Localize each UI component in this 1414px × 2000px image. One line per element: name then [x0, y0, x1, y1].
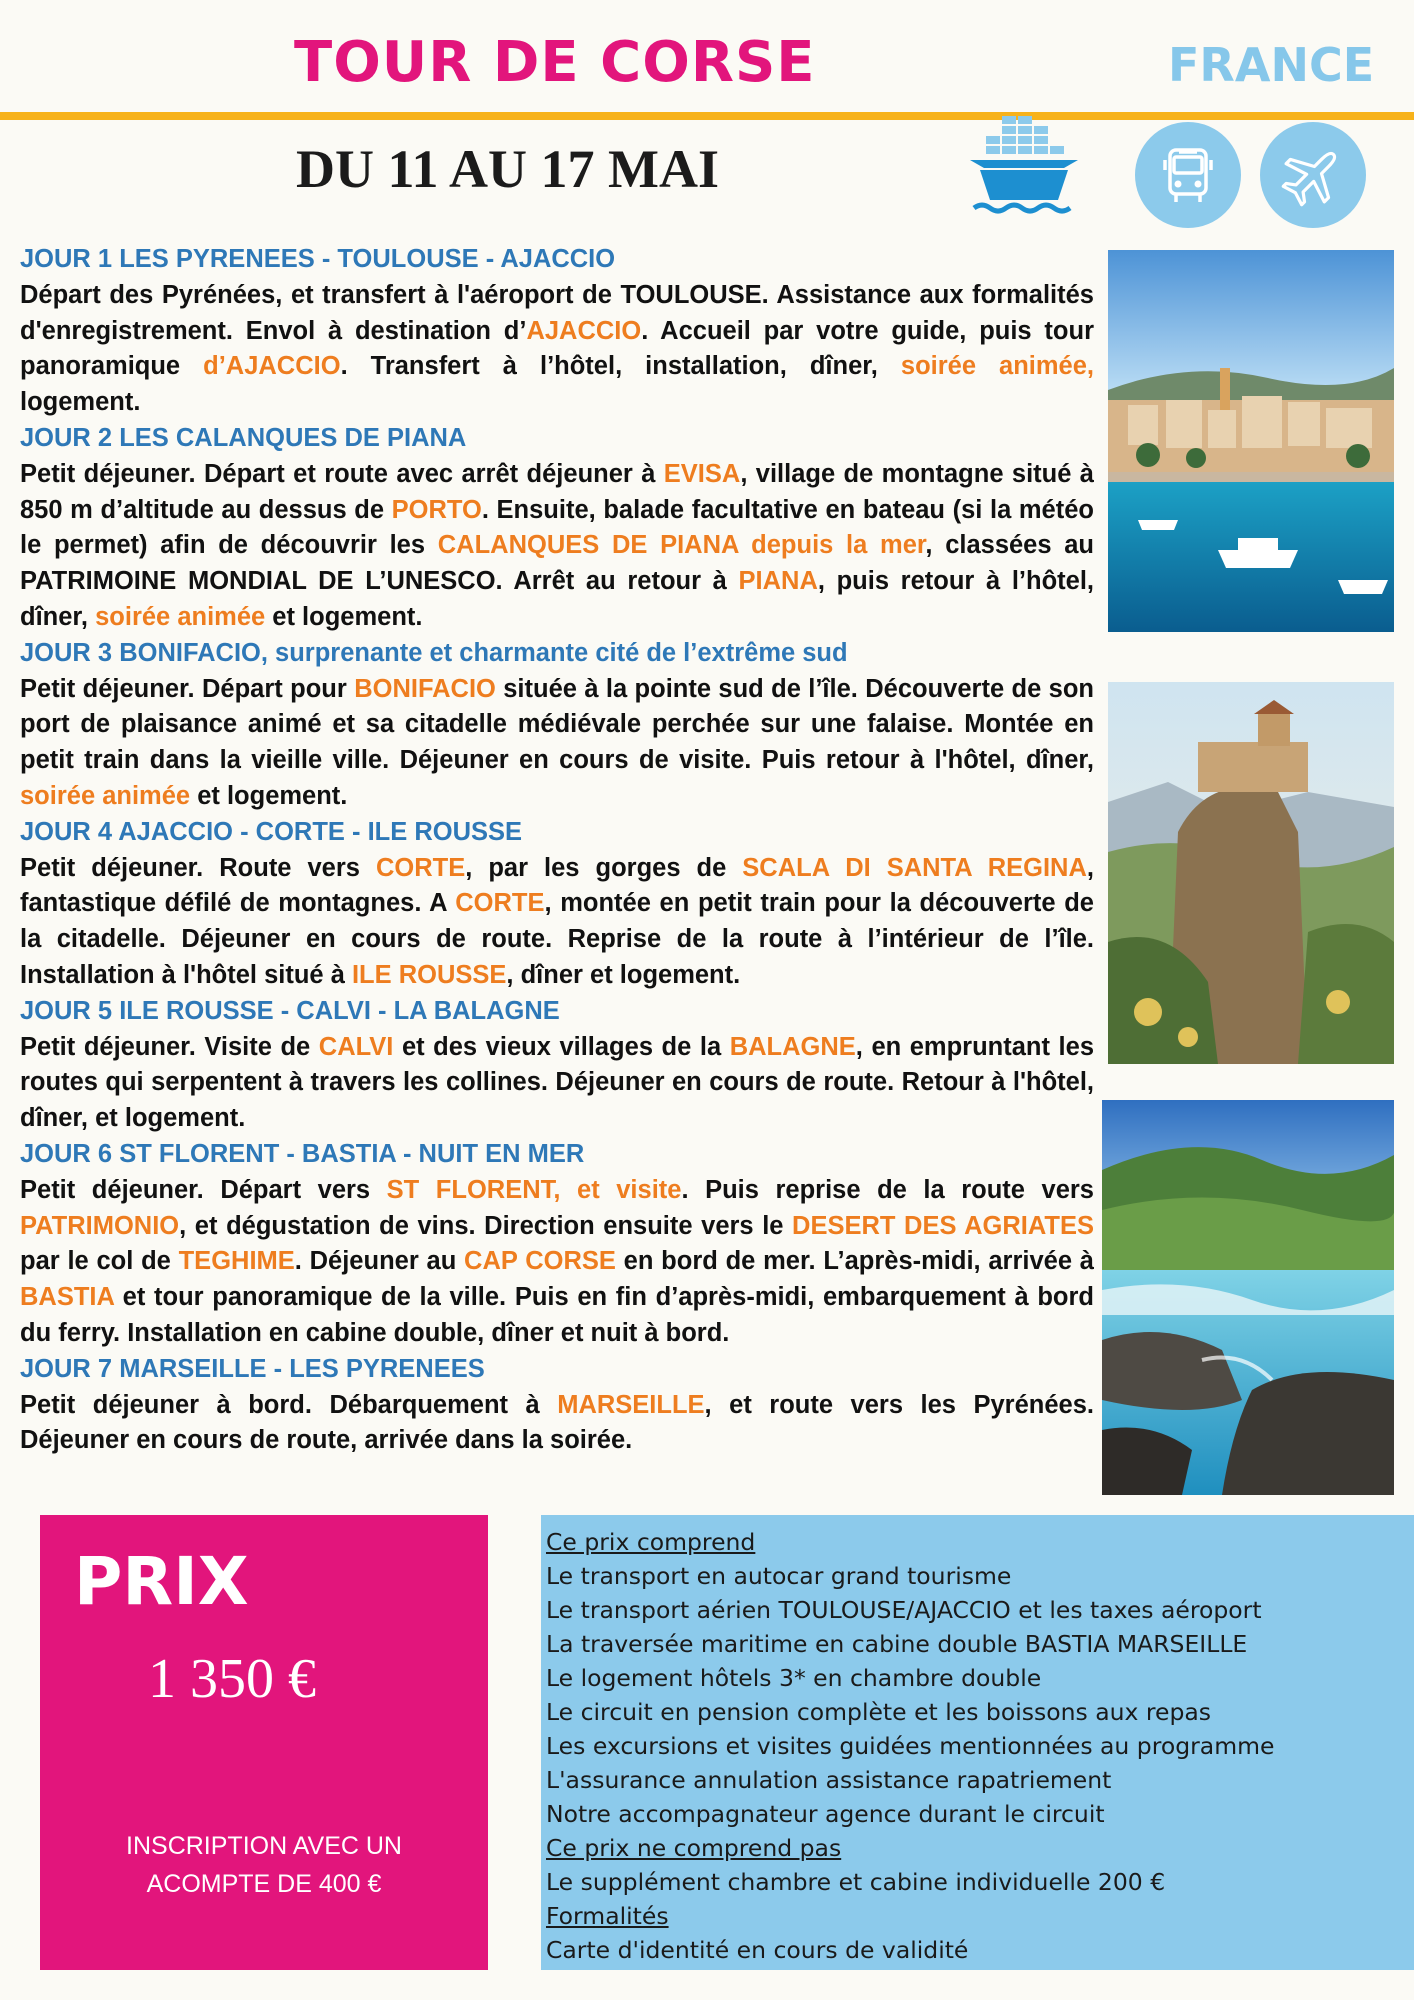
description-text: , puis retour à l’hôtel, dîner,: [20, 567, 1094, 631]
info-heading: Formalités: [546, 1902, 669, 1930]
deposit-line-2: ACOMPTE DE 400 €: [146, 1870, 382, 1898]
description-text: Petit déjeuner. Départ pour: [20, 674, 355, 703]
day-description: [20, 672, 1094, 815]
info-item: Le transport en autocar grand tourisme: [546, 1562, 1012, 1590]
highlight-place: d’AJACCIO: [203, 352, 341, 381]
description-text: et logement.: [190, 781, 348, 810]
itinerary: [20, 242, 1094, 1459]
highlight-place: CALVI: [318, 1032, 394, 1061]
description-text: Petit déjeuner à bord. Débarquement à: [20, 1390, 558, 1419]
day-heading: [20, 1137, 1094, 1173]
description-text: et logement.: [265, 602, 423, 631]
highlight-place: soirée animée,: [900, 352, 1094, 381]
highlight-place: CORTE: [455, 889, 545, 918]
day-heading: [20, 1352, 1094, 1388]
highlight-place: CAP CORSE: [464, 1247, 616, 1276]
description-text: et tour panoramique de la ville. Puis en fin d’après-midi, embarquement à bord du ferry. Installation en cabine double, dîner et nuit à bord.: [20, 1283, 1094, 1347]
description-text: en bord de mer. L’après-midi, arrivée à: [615, 1247, 1094, 1276]
deposit-line-1: INSCRIPTION AVEC UN: [126, 1832, 402, 1860]
trip-dates: DU 11 AU 17 MAI: [296, 139, 720, 199]
description-text: , et route vers les Pyrénées. Déjeuner en cours de route, arrivée dans la soirée.: [20, 1390, 1094, 1455]
highlight-place: CORTE: [375, 853, 466, 882]
day-description: [20, 1388, 1094, 1460]
corte-citadel-photo: [1108, 682, 1394, 1064]
description-text: . Ensuite, balade facultative en bateau (si la météo le permet) afin de découvrir les: [20, 495, 1094, 560]
description-text: , montée en petit train pour la découverte de la citadelle. Déjeuner en cours de route. Reprise de la route à l’intérieur de l’île. Installation à l'hôtel situé à: [20, 889, 1094, 989]
info-item: Le transport aérien TOULOUSE/AJACCIO et les taxes aéroport: [546, 1596, 1262, 1624]
highlight-place: soirée animée: [95, 602, 266, 631]
highlight-place: ST FLORENT, et visite: [386, 1175, 682, 1204]
description-text: Petit déjeuner. Départ vers: [20, 1175, 387, 1204]
rocky-coast-photo: [1102, 1100, 1394, 1495]
info-heading: Ce prix ne comprend pas: [546, 1834, 842, 1862]
day-heading-text: JOUR 1 LES PYRENEES - TOULOUSE - AJACCIO: [20, 245, 616, 273]
highlight-place: EVISA: [663, 459, 741, 488]
day-heading: [20, 815, 1094, 851]
day-description: [20, 278, 1094, 421]
day-heading: [20, 421, 1094, 457]
price-amount: 1 350 €: [148, 1648, 316, 1710]
day-description: [20, 851, 1094, 994]
highlight-place: BONIFACIO: [354, 674, 496, 703]
ajaccio-harbor-photo: [1108, 250, 1394, 632]
description-text: logement.: [20, 388, 141, 417]
highlight-place: SCALA DI SANTA REGINA: [742, 853, 1087, 882]
highlight-place: soirée animée: [20, 781, 191, 810]
ship-icon: [966, 110, 1082, 226]
description-text: , classées au PATRIMOINE MONDIAL DE L’UNESCO. Arrêt au retour à: [20, 531, 1095, 596]
description-text: , par les gorges de: [465, 853, 743, 882]
description-text: , et dégustation de vins. Direction ensuite vers le: [179, 1211, 793, 1240]
bus-icon: [1135, 122, 1241, 228]
day-heading-text: JOUR 5 ILE ROUSSE - CALVI - LA BALAGNE: [20, 996, 560, 1025]
day-heading: [20, 242, 1094, 278]
plane-icon: [1260, 122, 1366, 228]
price-details-box: [541, 1515, 1414, 1970]
deposit-info: [70, 1827, 458, 1903]
day-heading-text: JOUR 7 MARSEILLE - LES PYRENEES: [20, 1354, 485, 1383]
day-description: [20, 1173, 1094, 1352]
description-text: Départ des Pyrénées, et transfert à l'aéroport de TOULOUSE. Assistance aux formalités d'enregistrement. Envol à destination d’: [20, 280, 1094, 345]
highlight-place: MARSEILLE: [557, 1390, 705, 1419]
description-text: Petit déjeuner. Visite de: [20, 1032, 319, 1061]
day-heading-text: JOUR 4 AJACCIO - CORTE - ILE ROUSSE: [20, 817, 523, 846]
price-box: [40, 1515, 488, 1970]
day-6: [20, 1137, 1094, 1352]
day-heading: [20, 636, 1094, 672]
info-item: Notre accompagnateur agence durant le circuit: [546, 1800, 1105, 1828]
description-text: Petit déjeuner. Départ et route avec arrêt déjeuner à: [20, 459, 664, 488]
day-heading-text: JOUR 2 LES CALANQUES DE PIANA: [20, 423, 467, 452]
day-1: [20, 242, 1094, 421]
info-item: Le logement hôtels 3* en chambre double: [546, 1664, 1042, 1692]
description-text: . Transfert à l’hôtel, installation, dîner,: [340, 352, 901, 381]
description-text: , fantastique défilé de montagnes. A: [20, 853, 1094, 918]
day-description: [20, 457, 1094, 636]
day-2: [20, 421, 1094, 636]
info-item: L'assurance annulation assistance rapatriement: [546, 1766, 1112, 1794]
info-item: Le supplément chambre et cabine individuelle 200 €: [546, 1868, 1166, 1896]
highlight-place: AJACCIO: [526, 316, 642, 345]
info-item: Les excursions et visites guidées mentionnées au programme: [546, 1732, 1275, 1760]
day-heading-text: JOUR 3 BONIFACIO,: [20, 638, 276, 667]
header-divider: [0, 112, 1414, 120]
info-item: Carte d'identité en cours de validité: [546, 1936, 969, 1964]
highlight-place: PORTO: [391, 495, 482, 524]
highlight-place: ILE ROUSSE: [351, 960, 507, 989]
country-label: FRANCE: [1168, 38, 1375, 92]
day-description: [20, 1030, 1094, 1137]
description-text: située à la pointe sud de l’île. Découverte de son port de plaisance animé et sa citadelle médiévale perchée sur une falaise. Montée en petit train dans la vieille ville. Déjeuner en cours de visite. Puis retour à l'hôtel, dîner,: [20, 674, 1095, 775]
highlight-place: TEGHIME: [178, 1247, 295, 1276]
description-text: par le col de: [20, 1247, 179, 1276]
description-text: et des vieux villages de la: [393, 1032, 730, 1061]
info-heading: Ce prix comprend: [546, 1528, 756, 1556]
description-text: Petit déjeuner. Route vers: [20, 853, 376, 882]
day-7: [20, 1352, 1094, 1459]
highlight-place: CALANQUES DE PIANA depuis la mer: [437, 531, 926, 560]
page-title: TOUR DE CORSE: [294, 30, 816, 95]
day-4: [20, 815, 1094, 994]
description-text: , en empruntant les routes qui serpentent à travers les collines. Déjeuner en cours de route. Retour à l'hôtel, dîner, et logement.: [20, 1032, 1095, 1133]
description-text: , dîner et logement.: [506, 960, 741, 989]
price-label: PRIX: [74, 1543, 249, 1620]
day-heading-text: JOUR 6 ST FLORENT - BASTIA - NUIT EN MER: [20, 1139, 585, 1168]
highlight-place: BALAGNE: [729, 1032, 856, 1061]
day-5: [20, 994, 1094, 1137]
description-text: . Accueil par votre guide, puis tour panoramique: [20, 316, 1094, 381]
description-text: . Déjeuner au: [294, 1247, 465, 1276]
description-text: . Puis reprise de la route vers: [681, 1175, 1094, 1204]
info-item: La traversée maritime en cabine double BASTIA MARSEILLE: [546, 1630, 1248, 1658]
highlight-place: BASTIA: [20, 1283, 114, 1312]
highlight-place: DESERT DES AGRIATES: [792, 1211, 1094, 1240]
info-item: Le circuit en pension complète et les boissons aux repas: [546, 1698, 1212, 1726]
day-heading: [20, 994, 1094, 1030]
highlight-place: PATRIMONIO: [20, 1211, 180, 1240]
description-text: , village de montagne situé à 850 m d’altitude au dessus de: [20, 459, 1094, 524]
price-details-list: [541, 1515, 1414, 1967]
day-heading-subtitle: surprenante et charmante cité de l’extrême sud: [275, 638, 848, 667]
day-3: [20, 636, 1094, 815]
highlight-place: PIANA: [738, 567, 818, 596]
